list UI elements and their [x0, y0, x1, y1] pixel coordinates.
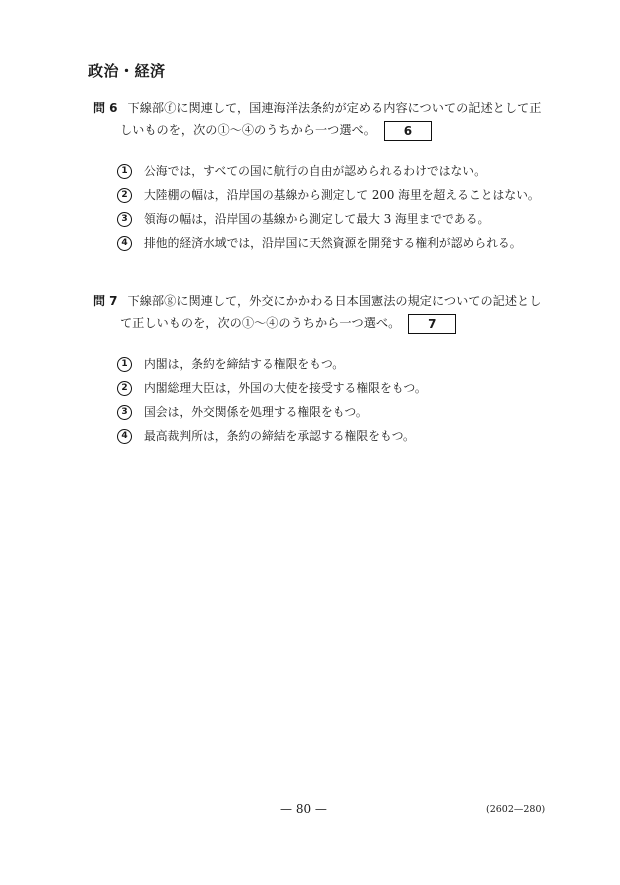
- option-text: 内閣総理大臣は，外国の大使を接受する権限をもつ。: [144, 381, 427, 395]
- option-item[interactable]: [117, 207, 563, 231]
- option-text: 領海の幅は，沿岸国の基線から測定して最大 3 海里までである。: [144, 212, 490, 226]
- circled-number-icon: 2: [117, 188, 132, 203]
- circled-number-icon: 4: [117, 236, 132, 251]
- question-6: [93, 97, 563, 255]
- question-number: 問 6: [93, 101, 118, 115]
- question-text: 下線部ⓕに関連して，国連海洋法条約が定める内容についての記述として正: [127, 101, 542, 115]
- option-item[interactable]: [117, 400, 563, 424]
- option-item[interactable]: [117, 352, 563, 376]
- section-heading: 政治・経済: [88, 62, 166, 80]
- option-item[interactable]: [117, 424, 563, 448]
- circled-number-icon: 1: [117, 357, 132, 372]
- circled-number-icon: 1: [117, 164, 132, 179]
- option-text: 内閣は，条約を締結する権限をもつ。: [144, 357, 345, 371]
- question-stem-line-1: [93, 290, 563, 312]
- question-text: 下線部ⓖに関連して，外交にかかわる日本国憲法の規定についての記述とし: [127, 294, 542, 308]
- option-text: 大陸棚の幅は，沿岸国の基線から測定して 200 海里を超えることはない。: [144, 188, 540, 202]
- answer-box[interactable]: 6: [384, 121, 432, 141]
- circled-number-icon: 2: [117, 381, 132, 396]
- question-text: しいものを，次の①〜④のうちから一つ選べ。: [120, 123, 376, 137]
- question-7: [93, 290, 563, 448]
- option-item[interactable]: [117, 159, 563, 183]
- answer-box[interactable]: 7: [408, 314, 456, 334]
- circled-number-icon: 4: [117, 429, 132, 444]
- circled-number-icon: 3: [117, 212, 132, 227]
- option-text: 国会は，外交関係を処理する権限をもつ。: [144, 405, 368, 419]
- exam-code: (2602—280): [486, 804, 546, 815]
- option-list: [93, 352, 563, 448]
- question-text: て正しいものを，次の①〜④のうちから一つ選べ。: [120, 316, 401, 330]
- circled-number-icon: 3: [117, 405, 132, 420]
- option-item[interactable]: [117, 376, 563, 400]
- page-number: — 80 —: [280, 802, 327, 816]
- question-stem-line-2: [93, 119, 563, 141]
- option-list: [93, 159, 563, 255]
- option-text: 公海では，すべての国に航行の自由が認められるわけではない。: [144, 164, 486, 178]
- option-text: 最高裁判所は，条約の締結を承認する権限をもつ。: [144, 429, 415, 443]
- option-item[interactable]: [117, 231, 563, 255]
- question-stem-line-1: [93, 97, 563, 119]
- option-item[interactable]: [117, 183, 563, 207]
- question-number: 問 7: [93, 294, 118, 308]
- option-text: 排他的経済水域では，沿岸国に天然資源を開発する権利が認められる。: [144, 236, 522, 250]
- question-stem-line-2: [93, 312, 563, 334]
